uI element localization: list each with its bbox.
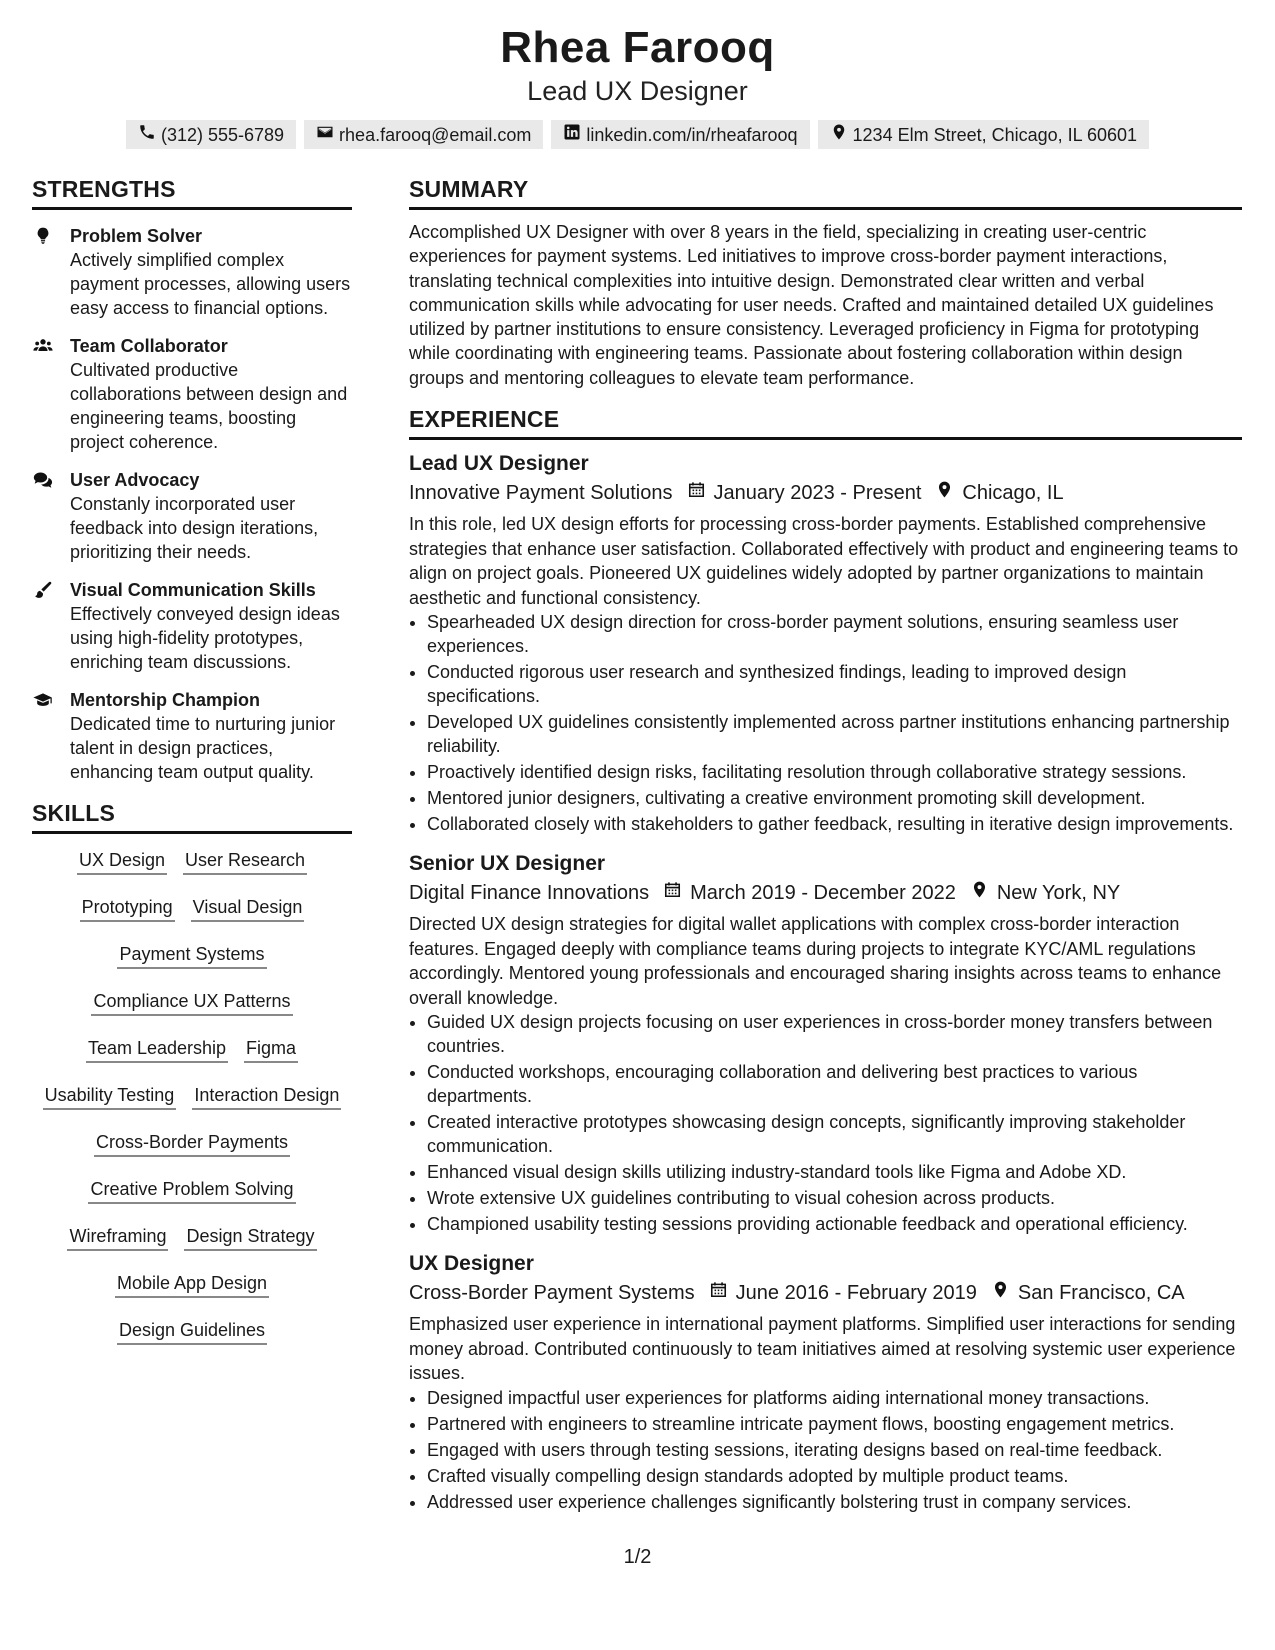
job-description: Emphasized user experience in international payment platforms. Simplified user interactions for sending money abroad. Contributed continuously to team initiatives aimed at resolving systemic user experience issues. xyxy=(409,1314,1236,1384)
job-dates: January 2023 - Present xyxy=(713,482,922,505)
contact-phone[interactable] xyxy=(126,120,296,149)
location-pin-icon xyxy=(921,478,962,508)
location-pin-icon xyxy=(830,123,848,146)
calendar-icon xyxy=(673,478,714,508)
strength-title: Visual Communication Skills xyxy=(70,580,316,600)
right-column xyxy=(409,176,1242,1528)
list-item xyxy=(32,334,352,454)
strength-title: Mentorship Champion xyxy=(70,690,260,710)
contact-text: 1234 Elm Street, Chicago, IL 60601 xyxy=(852,124,1138,145)
list-item xyxy=(32,224,352,320)
list-item: • Developed UX guidelines consistently implemented across partner institutions enhancing partnership reliability. xyxy=(427,710,1242,758)
skill-tag: Usability Testing xyxy=(43,1083,177,1110)
job-location: New York, NY xyxy=(996,882,1121,905)
list-item: • Engaged with users through testing sessions, iterating designs based on real-time feedback. xyxy=(427,1438,1242,1462)
resume-body xyxy=(32,176,1243,1528)
page-number: 1/2 xyxy=(623,1546,652,1568)
strength-description: Constanly incorporated user feedback into design iterations, prioritizing their needs. xyxy=(70,494,319,562)
job-dates: March 2019 - December 2022 xyxy=(690,882,956,905)
list-item: • Conducted rigorous user research and synthesized findings, leading to improved design specifications. xyxy=(427,660,1242,708)
calendar-icon xyxy=(649,878,690,908)
phone-icon xyxy=(138,123,156,146)
list-item: • Championed usability testing sessions providing actionable feedback and operational efficiency. xyxy=(427,1212,1242,1236)
location-pin-icon xyxy=(977,1278,1018,1308)
company-name: Cross-Border Payment Systems xyxy=(409,1282,695,1305)
strength-description: Cultivated productive collaborations between design and engineering teams, boosting project coherence. xyxy=(70,360,348,452)
list-item: • Partnered with engineers to streamline intricate payment flows, boosting engagement metrics. xyxy=(427,1412,1242,1436)
skill-tag: Figma xyxy=(244,1036,298,1063)
contact-address[interactable] xyxy=(818,120,1150,149)
skill-tag: Interaction Design xyxy=(192,1083,341,1110)
job-bullets xyxy=(409,610,1242,836)
strengths-list xyxy=(32,220,352,784)
skill-tag: Mobile App Design xyxy=(115,1271,269,1298)
strength-title: User Advocacy xyxy=(70,470,200,490)
skill-tag: Design Strategy xyxy=(184,1224,316,1251)
list-item: • Designed impactful user experiences for platforms aiding international money transactions. xyxy=(427,1386,1242,1410)
list-item: • Created interactive prototypes showcasing design concepts, significantly improving stakeholder communication. xyxy=(427,1110,1242,1158)
job-title: Senior UX Designer xyxy=(409,852,606,876)
job-bullets xyxy=(409,1010,1242,1236)
job-entry xyxy=(409,450,1242,836)
skill-tag: Visual Design xyxy=(191,895,305,922)
skill-tag: Wireframing xyxy=(67,1224,168,1251)
contact-text: (312) 555-6789 xyxy=(160,124,285,145)
job-location: Chicago, IL xyxy=(962,482,1064,505)
strength-description: Effectively conveyed design ideas using high-fidelity prototypes, enriching team discussions. xyxy=(70,604,340,672)
list-item: • Crafted visually compelling design standards adopted by multiple product teams. xyxy=(427,1464,1242,1488)
candidate-name: Rhea Farooq xyxy=(500,23,775,72)
job-bullets xyxy=(409,1386,1242,1514)
skill-tag: User Research xyxy=(183,848,307,875)
comments-icon xyxy=(32,468,70,564)
envelope-icon xyxy=(316,123,334,146)
list-item: • Conducted workshops, encouraging collaboration and delivering best practices to various departments. xyxy=(427,1060,1242,1108)
calendar-icon xyxy=(695,1278,736,1308)
summary-heading: SUMMARY xyxy=(409,176,1242,210)
contact-text: linkedin.com/in/rheafarooq xyxy=(586,124,798,145)
list-item: • Proactively identified design risks, facilitating resolution through collaborative strategy sessions. xyxy=(427,760,1242,784)
skill-tag: Creative Problem Solving xyxy=(88,1177,295,1204)
job-title: UX Designer xyxy=(409,1252,534,1276)
job-meta xyxy=(409,478,1242,508)
job-description: In this role, led UX design efforts for processing cross-border payments. Established comprehensive strategies that enhance user satisfaction. Collaborated effectively with product and engineering teams to align on project goals. Pioneered UX guidelines widely adopted by partner organizations to maintain aesthetic and functional consistency. xyxy=(409,514,1239,608)
linkedin-icon xyxy=(563,123,581,146)
contact-email[interactable] xyxy=(304,120,543,149)
strengths-heading: STRENGTHS xyxy=(32,176,352,210)
list-item: • Wrote extensive UX guidelines contributing to visual cohesion across products. xyxy=(427,1186,1242,1210)
skill-tag: Design Guidelines xyxy=(117,1318,267,1345)
lightbulb-icon xyxy=(32,224,70,320)
paintbrush-icon xyxy=(32,578,70,674)
strength-description: Actively simplified complex payment processes, allowing users easy access to financial options. xyxy=(70,250,351,318)
job-entry xyxy=(409,850,1242,1236)
skills-list xyxy=(32,844,352,1345)
left-column xyxy=(32,176,352,1528)
skill-tag: Team Leadership xyxy=(86,1036,228,1063)
skill-tag: Prototyping xyxy=(80,895,175,922)
job-meta xyxy=(409,878,1242,908)
list-item: • Spearheaded UX design direction for cross-border payment solutions, ensuring seamless user experiences. xyxy=(427,610,1242,658)
list-item: • Mentored junior designers, cultivating a creative environment promoting skill development. xyxy=(427,786,1242,810)
job-title: Lead UX Designer xyxy=(409,452,589,476)
users-icon xyxy=(32,334,70,454)
list-item: • Addressed user experience challenges significantly bolstering trust in company services. xyxy=(427,1490,1242,1514)
skills-heading: SKILLS xyxy=(32,800,352,834)
graduation-cap-icon xyxy=(32,688,70,784)
experience-heading: EXPERIENCE xyxy=(409,406,1242,440)
skill-tag: Compliance UX Patterns xyxy=(91,989,292,1016)
summary-text: Accomplished UX Designer with over 8 years in the field, specializing in creating user-centric experiences for payment systems. Led initiatives to improve cross-border payment interactions, translating technical complexities into intuitive design. Demonstrated clear written and verbal communication skills while advocating for user needs. Crafted and maintained detailed UX guidelines utilized by partner institutions to ensure consistency. Leveraged proficiency in Figma for prototyping while coordinating with engineering teams. Passionate about fostering collaboration within design groups and mentoring colleagues to elevate team performance. xyxy=(409,222,1214,388)
skill-tag: UX Design xyxy=(77,848,167,875)
company-name: Innovative Payment Solutions xyxy=(409,482,673,505)
strength-title: Problem Solver xyxy=(70,226,203,246)
contact-bar xyxy=(0,120,1275,149)
skill-tag: Cross-Border Payments xyxy=(94,1130,290,1157)
candidate-title: Lead UX Designer xyxy=(527,76,748,106)
list-item xyxy=(32,468,352,564)
skill-tag: Payment Systems xyxy=(117,942,266,969)
company-name: Digital Finance Innovations xyxy=(409,882,650,905)
list-item: • Guided UX design projects focusing on user experiences in cross-border money transfers between countries. xyxy=(427,1010,1242,1058)
strength-description: Dedicated time to nurturing junior talent in design practices, enhancing team output quality. xyxy=(70,714,336,782)
contact-text: rhea.farooq@email.com xyxy=(339,124,532,145)
list-item xyxy=(32,578,352,674)
location-pin-icon xyxy=(956,878,997,908)
resume-header xyxy=(0,0,1275,149)
strength-title: Team Collaborator xyxy=(70,336,228,356)
job-location: San Francisco, CA xyxy=(1017,1282,1185,1305)
job-description: Directed UX design strategies for digital wallet applications with complex cross-border interaction features. Engaged deeply with compliance teams during projects to integrate KYC/AML regulations accordingly. Mentored young professionals and encouraged sharing insights across teams to enhance overall knowledge. xyxy=(409,914,1222,1008)
contact-linkedin[interactable] xyxy=(551,120,809,149)
job-meta xyxy=(409,1278,1242,1308)
list-item: • Enhanced visual design skills utilizing industry-standard tools like Figma and Adobe XD. xyxy=(427,1160,1242,1184)
list-item: • Collaborated closely with stakeholders to gather feedback, resulting in iterative design improvements. xyxy=(427,812,1242,836)
list-item xyxy=(32,688,352,784)
job-dates: June 2016 - February 2019 xyxy=(735,1282,977,1305)
job-entry xyxy=(409,1250,1242,1514)
